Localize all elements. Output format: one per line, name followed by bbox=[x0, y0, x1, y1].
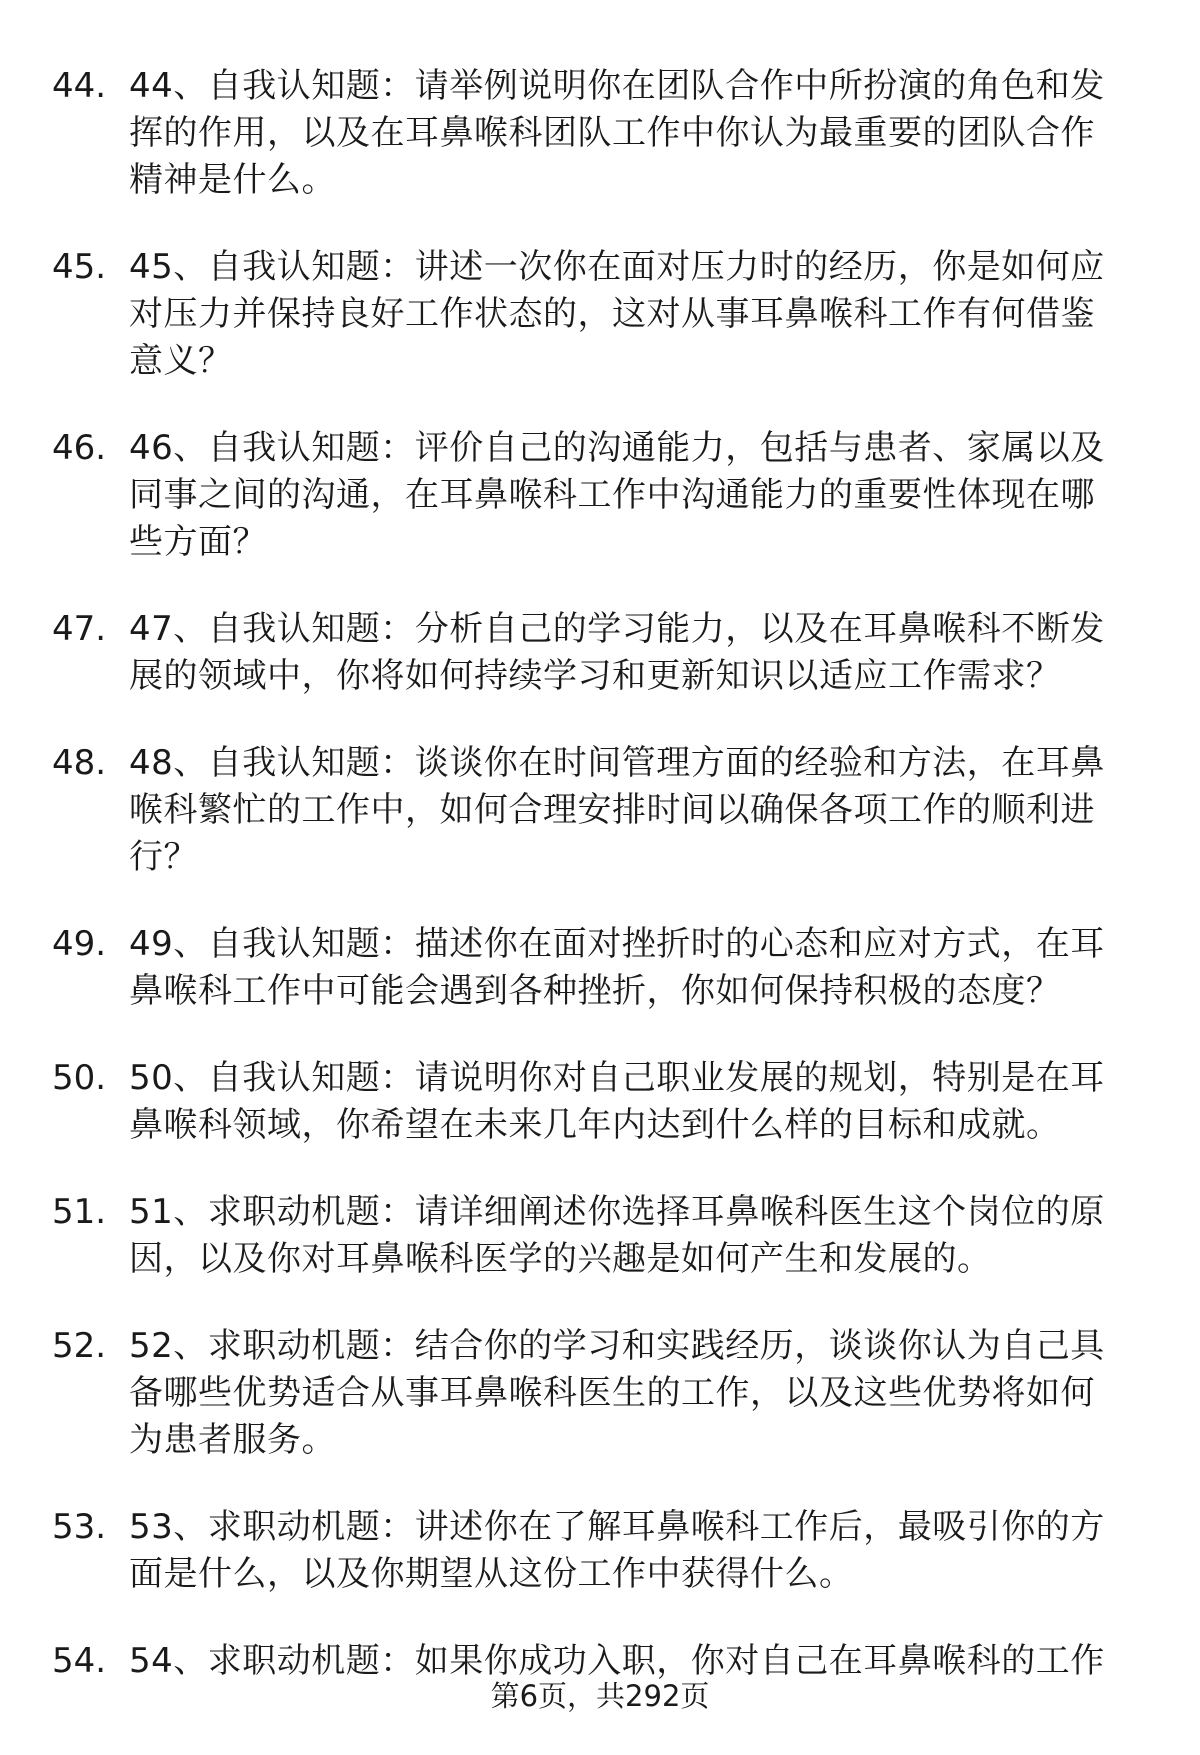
question-text-line: 47、自我认知题：分析自己的学习能力，以及在耳鼻喉科不断发 bbox=[129, 609, 1105, 649]
question-text bbox=[129, 1323, 1105, 1464]
question-text-line: 48、自我认知题：谈谈你在时间管理方面的经验和方法，在耳鼻 bbox=[129, 743, 1105, 783]
question-text bbox=[129, 244, 1105, 385]
question-text-line: 精神是什么。 bbox=[129, 160, 336, 200]
question-text-line: 挥的作用，以及在耳鼻喉科团队工作中你认为最重要的团队合作 bbox=[129, 113, 1095, 153]
question-number: 45. bbox=[52, 247, 107, 287]
question-text-line: 53、求职动机题：讲述你在了解耳鼻喉科工作后，最吸引你的方 bbox=[129, 1507, 1105, 1547]
question-number: 53. bbox=[52, 1507, 107, 1547]
question-item bbox=[0, 921, 1200, 1015]
question-text bbox=[129, 606, 1105, 700]
question-text bbox=[129, 1504, 1105, 1598]
question-item bbox=[0, 1504, 1200, 1598]
question-item bbox=[0, 63, 1200, 204]
question-text-line: 意义？ bbox=[129, 341, 233, 381]
question-item bbox=[0, 425, 1200, 566]
question-item bbox=[0, 606, 1200, 700]
question-item bbox=[0, 1055, 1200, 1149]
question-text bbox=[129, 921, 1105, 1015]
question-number: 54. bbox=[52, 1641, 107, 1681]
question-text-line: 51、求职动机题：请详细阐述你选择耳鼻喉科医生这个岗位的原 bbox=[129, 1192, 1105, 1232]
question-text-line: 喉科繁忙的工作中，如何合理安排时间以确保各项工作的顺利进 bbox=[129, 790, 1095, 830]
question-number: 51. bbox=[52, 1192, 107, 1232]
question-text-line: 为患者服务。 bbox=[129, 1420, 336, 1460]
question-item bbox=[0, 1189, 1200, 1283]
question-text-line: 50、自我认知题：请说明你对自己职业发展的规划，特别是在耳 bbox=[129, 1058, 1105, 1098]
question-text bbox=[129, 1055, 1105, 1149]
question-text bbox=[129, 1189, 1105, 1283]
question-text-line: 46、自我认知题：评价自己的沟通能力，包括与患者、家属以及 bbox=[129, 428, 1105, 468]
question-text-line: 备哪些优势适合从事耳鼻喉科医生的工作，以及这些优势将如何 bbox=[129, 1373, 1095, 1413]
question-text-line: 44、自我认知题：请举例说明你在团队合作中所扮演的角色和发 bbox=[129, 66, 1105, 106]
question-number: 44. bbox=[52, 66, 107, 106]
question-item bbox=[0, 1323, 1200, 1464]
question-text-line: 些方面？ bbox=[129, 522, 267, 562]
question-number: 49. bbox=[52, 924, 107, 964]
question-text-line: 同事之间的沟通，在耳鼻喉科工作中沟通能力的重要性体现在哪 bbox=[129, 475, 1095, 515]
question-item bbox=[0, 244, 1200, 385]
question-number: 50. bbox=[52, 1058, 107, 1098]
question-text-line: 对压力并保持良好工作状态的，这对从事耳鼻喉科工作有何借鉴 bbox=[129, 294, 1095, 334]
question-text-line: 54、求职动机题：如果你成功入职，你对自己在耳鼻喉科的工作 bbox=[129, 1641, 1105, 1681]
question-text-line: 鼻喉科工作中可能会遇到各种挫折，你如何保持积极的态度？ bbox=[129, 971, 1061, 1011]
question-number: 46. bbox=[52, 428, 107, 468]
question-text-line: 49、自我认知题：描述你在面对挫折时的心态和应对方式，在耳 bbox=[129, 924, 1105, 964]
question-text-line: 鼻喉科领域，你希望在未来几年内达到什么样的目标和成就。 bbox=[129, 1105, 1061, 1145]
question-text-line: 展的领域中，你将如何持续学习和更新知识以适应工作需求？ bbox=[129, 656, 1061, 696]
question-text-line: 52、求职动机题：结合你的学习和实践经历，谈谈你认为自己具 bbox=[129, 1326, 1105, 1366]
question-text-line: 因，以及你对耳鼻喉科医学的兴趣是如何产生和发展的。 bbox=[129, 1239, 992, 1279]
question-list bbox=[0, 63, 1200, 1725]
question-number: 47. bbox=[52, 609, 107, 649]
question-text-line: 45、自我认知题：讲述一次你在面对压力时的经历，你是如何应 bbox=[129, 247, 1105, 287]
question-text-line: 行？ bbox=[129, 837, 198, 877]
question-number: 52. bbox=[52, 1326, 107, 1366]
question-item bbox=[0, 740, 1200, 881]
question-text-line: 面是什么，以及你期望从这份工作中获得什么。 bbox=[129, 1554, 854, 1594]
question-text bbox=[129, 63, 1105, 204]
question-number: 48. bbox=[52, 743, 107, 783]
page-footer: 第6页，共292页 bbox=[490, 1679, 710, 1713]
question-text bbox=[129, 425, 1105, 566]
question-text bbox=[129, 740, 1105, 881]
